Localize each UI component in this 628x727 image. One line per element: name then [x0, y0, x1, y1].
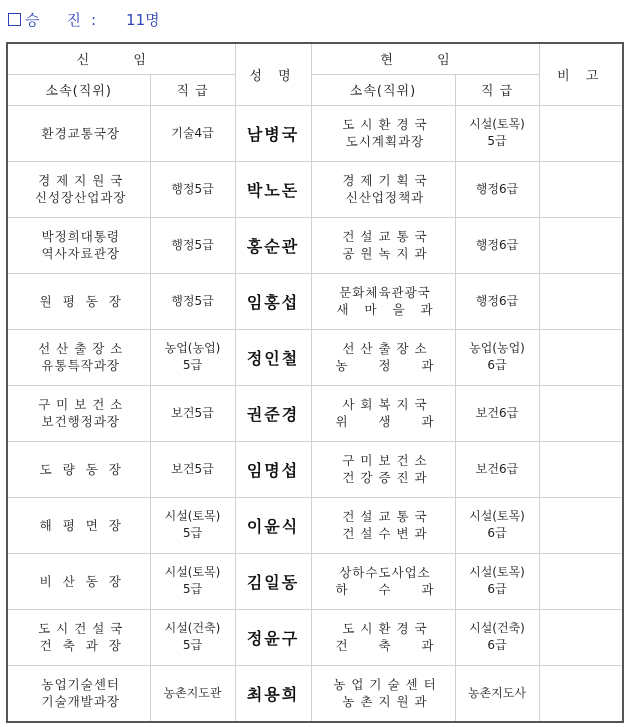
table-row — [7, 441, 623, 497]
remarks-cell — [539, 161, 623, 217]
new-grade-cell: 시설(건축) 5급 — [150, 609, 235, 665]
table-row — [7, 329, 623, 385]
current-org-cell: 농 업 기 술 센 터 농 촌 지 원 과 — [311, 665, 455, 722]
new-grade-cell: 행정5급 — [150, 217, 235, 273]
current-org-cell: 건 설 교 통 국 건 설 수 변 과 — [311, 497, 455, 553]
remarks-cell — [539, 553, 623, 609]
remarks-cell — [539, 273, 623, 329]
name-cell: 임명섭 — [235, 441, 311, 497]
table-row — [7, 497, 623, 553]
table-row — [7, 553, 623, 609]
table-row — [7, 105, 623, 161]
name-cell: 남병국 — [235, 105, 311, 161]
remarks-cell — [539, 609, 623, 665]
table-row — [7, 273, 623, 329]
table-row — [7, 665, 623, 722]
new-grade-cell: 보건5급 — [150, 441, 235, 497]
new-grade-cell: 농촌지도관 — [150, 665, 235, 722]
header-row-2 — [7, 74, 623, 105]
table-row — [7, 609, 623, 665]
new-org-cell: 원 평 동 장 — [7, 273, 150, 329]
name-cell: 박노돈 — [235, 161, 311, 217]
header-new-grade: 직 급 — [150, 74, 235, 105]
remarks-cell — [539, 441, 623, 497]
new-org-cell: 환경교통국장 — [7, 105, 150, 161]
name-cell: 최용희 — [235, 665, 311, 722]
current-org-cell: 문화체육관광국 새 마 을 과 — [311, 273, 455, 329]
remarks-cell — [539, 385, 623, 441]
new-grade-cell: 보건5급 — [150, 385, 235, 441]
remarks-cell — [539, 665, 623, 722]
table-row — [7, 217, 623, 273]
current-org-cell: 도 시 환 경 국 건 축 과 — [311, 609, 455, 665]
remarks-cell — [539, 497, 623, 553]
new-grade-cell: 행정5급 — [150, 273, 235, 329]
name-cell: 권준경 — [235, 385, 311, 441]
heading-sub: 진: — [66, 10, 107, 29]
current-grade-cell: 시설(토목) 5급 — [455, 105, 539, 161]
new-grade-cell: 행정5급 — [150, 161, 235, 217]
new-org-cell: 구 미 보 건 소 보건행정과장 — [7, 385, 150, 441]
header-new-org: 소속(직위) — [7, 74, 150, 105]
name-cell: 정윤구 — [235, 609, 311, 665]
header-new-group: 신 임 — [7, 43, 235, 74]
current-grade-cell: 보건6급 — [455, 441, 539, 497]
promotion-table — [6, 42, 624, 723]
header-name: 성 명 — [235, 43, 311, 105]
remarks-cell — [539, 105, 623, 161]
current-org-cell: 구 미 보 건 소 건 강 증 진 과 — [311, 441, 455, 497]
header-current-org: 소속(직위) — [311, 74, 455, 105]
new-org-cell: 농업기술센터 기술개발과장 — [7, 665, 150, 722]
current-grade-cell: 농촌지도사 — [455, 665, 539, 722]
checkbox-square-icon — [8, 13, 21, 26]
current-grade-cell: 행정6급 — [455, 273, 539, 329]
header-remarks: 비 고 — [539, 43, 623, 105]
name-cell: 임홍섭 — [235, 273, 311, 329]
new-org-cell: 도 량 동 장 — [7, 441, 150, 497]
new-grade-cell: 시설(토목) 5급 — [150, 497, 235, 553]
current-grade-cell: 보건6급 — [455, 385, 539, 441]
name-cell: 김일동 — [235, 553, 311, 609]
current-grade-cell: 행정6급 — [455, 161, 539, 217]
new-org-cell: 해 평 면 장 — [7, 497, 150, 553]
current-grade-cell: 농업(농업) 6급 — [455, 329, 539, 385]
current-org-cell: 선 산 출 장 소 농 정 과 — [311, 329, 455, 385]
remarks-cell — [539, 329, 623, 385]
header-row-1 — [7, 43, 623, 74]
current-org-cell: 사 회 복 지 국 위 생 과 — [311, 385, 455, 441]
name-cell: 정인철 — [235, 329, 311, 385]
name-cell: 이윤식 — [235, 497, 311, 553]
current-org-cell: 상하수도사업소 하 수 과 — [311, 553, 455, 609]
new-grade-cell: 시설(토목) 5급 — [150, 553, 235, 609]
remarks-cell — [539, 217, 623, 273]
current-grade-cell: 시설(토목) 6급 — [455, 497, 539, 553]
current-org-cell: 경 제 기 획 국 신산업정책과 — [311, 161, 455, 217]
heading-count: 11명 — [126, 10, 160, 29]
name-cell: 홍순관 — [235, 217, 311, 273]
current-org-cell: 건 설 교 통 국 공 원 녹 지 과 — [311, 217, 455, 273]
current-org-cell: 도 시 환 경 국 도시계획과장 — [311, 105, 455, 161]
section-heading — [8, 6, 160, 32]
heading-label: 승 — [25, 10, 41, 29]
table-row — [7, 385, 623, 441]
table-row — [7, 161, 623, 217]
header-current-grade: 직 급 — [455, 74, 539, 105]
new-org-cell: 경 제 지 원 국 신성장산업과장 — [7, 161, 150, 217]
header-current-group: 현 임 — [311, 43, 539, 74]
new-org-cell: 선 산 출 장 소 유통특작과장 — [7, 329, 150, 385]
new-grade-cell: 기술4급 — [150, 105, 235, 161]
current-grade-cell: 시설(건축) 6급 — [455, 609, 539, 665]
new-grade-cell: 농업(농업) 5급 — [150, 329, 235, 385]
current-grade-cell: 시설(토목) 6급 — [455, 553, 539, 609]
current-grade-cell: 행정6급 — [455, 217, 539, 273]
new-org-cell: 비 산 동 장 — [7, 553, 150, 609]
new-org-cell: 박정희대통령 역사자료관장 — [7, 217, 150, 273]
new-org-cell: 도 시 건 설 국 건 축 과 장 — [7, 609, 150, 665]
